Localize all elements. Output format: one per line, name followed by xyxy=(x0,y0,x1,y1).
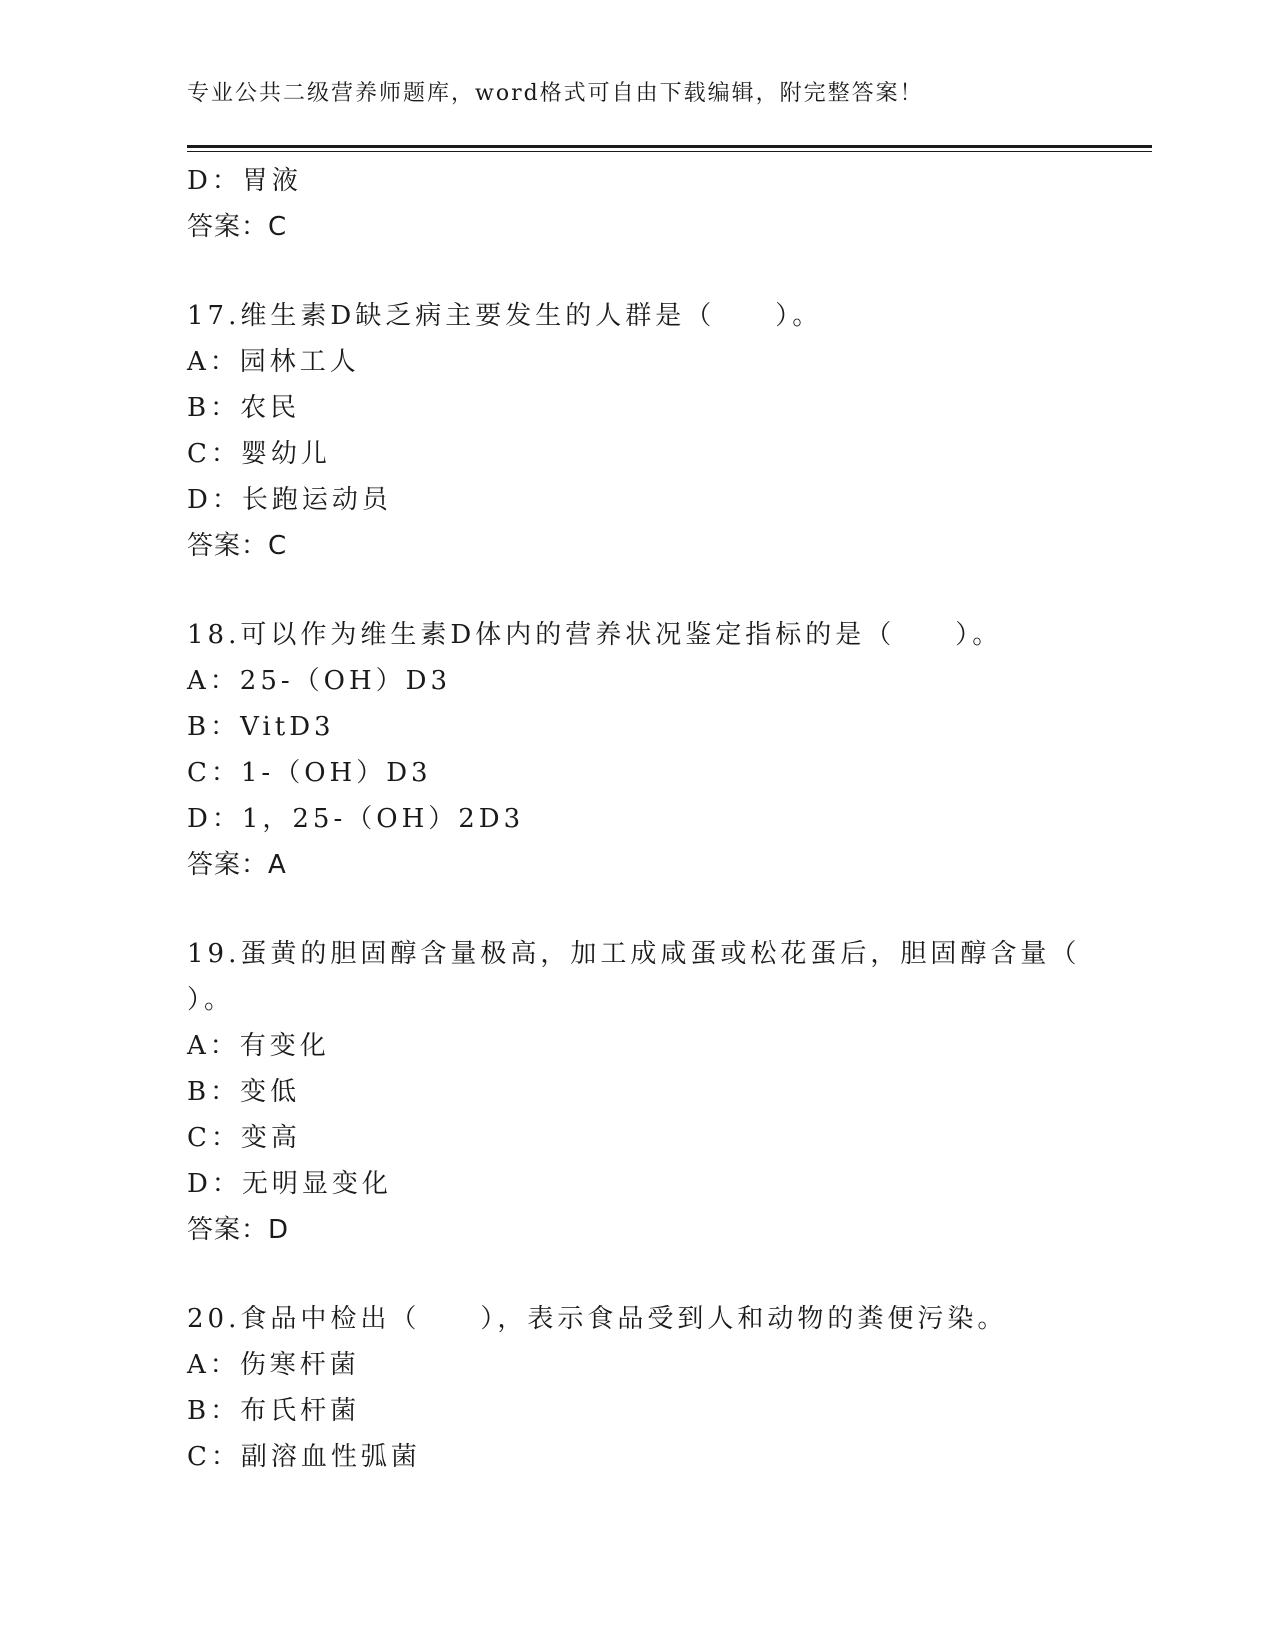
question-stem: 18.可以作为维生素D体内的营养状况鉴定指标的是（ ）。 xyxy=(187,620,1003,650)
question-stem: 17.维生素D缺乏病主要发生的人群是（ ）。 xyxy=(187,301,823,331)
option-b: B：VitD3 xyxy=(187,712,335,742)
spacer xyxy=(187,250,1067,293)
option-b: B：农民 xyxy=(187,393,301,423)
option-c: C：副溶血性弧菌 xyxy=(187,1442,421,1472)
question-stem-continued: ）。 xyxy=(187,985,235,1015)
option-a: A：25-（OH）D3 xyxy=(187,666,452,696)
header-rule-thin xyxy=(187,151,1152,152)
spacer xyxy=(187,888,1067,931)
option-d: D：无明显变化 xyxy=(187,1169,392,1199)
option-a: A：园林工人 xyxy=(187,347,360,377)
option-c: C：1-（OH）D3 xyxy=(187,758,432,788)
option-d: D：长跑运动员 xyxy=(187,485,392,515)
option-c: C：婴幼儿 xyxy=(187,439,331,469)
option-b: B：布氏杆菌 xyxy=(187,1396,361,1426)
question-stem: 20.食品中检出（ ），表示食品受到人和动物的粪便污染。 xyxy=(187,1304,1008,1334)
option-c: C：变高 xyxy=(187,1123,301,1153)
spacer xyxy=(187,1253,1067,1296)
answer-line: 答案：D xyxy=(187,1215,290,1245)
answer-line: 答案：C xyxy=(187,212,288,242)
option-a: A：有变化 xyxy=(187,1031,330,1061)
header-rule-thick xyxy=(187,145,1152,148)
page-header: 专业公共二级营养师题库，word格式可自由下载编辑，附完整答案！ xyxy=(187,81,924,106)
spacer xyxy=(187,569,1067,612)
question-content xyxy=(187,158,1081,1480)
answer-line: 答案：C xyxy=(187,531,288,561)
question-stem: 19.蛋黄的胆固醇含量极高，加工成咸蛋或松花蛋后，胆固醇含量（ xyxy=(187,939,1081,969)
answer-line: 答案：A xyxy=(187,850,287,880)
option-d: D：胃液 xyxy=(187,166,302,196)
option-d: D：1，25-（OH）2D3 xyxy=(187,804,525,834)
option-a: A：伤寒杆菌 xyxy=(187,1350,360,1380)
option-b: B：变低 xyxy=(187,1077,301,1107)
